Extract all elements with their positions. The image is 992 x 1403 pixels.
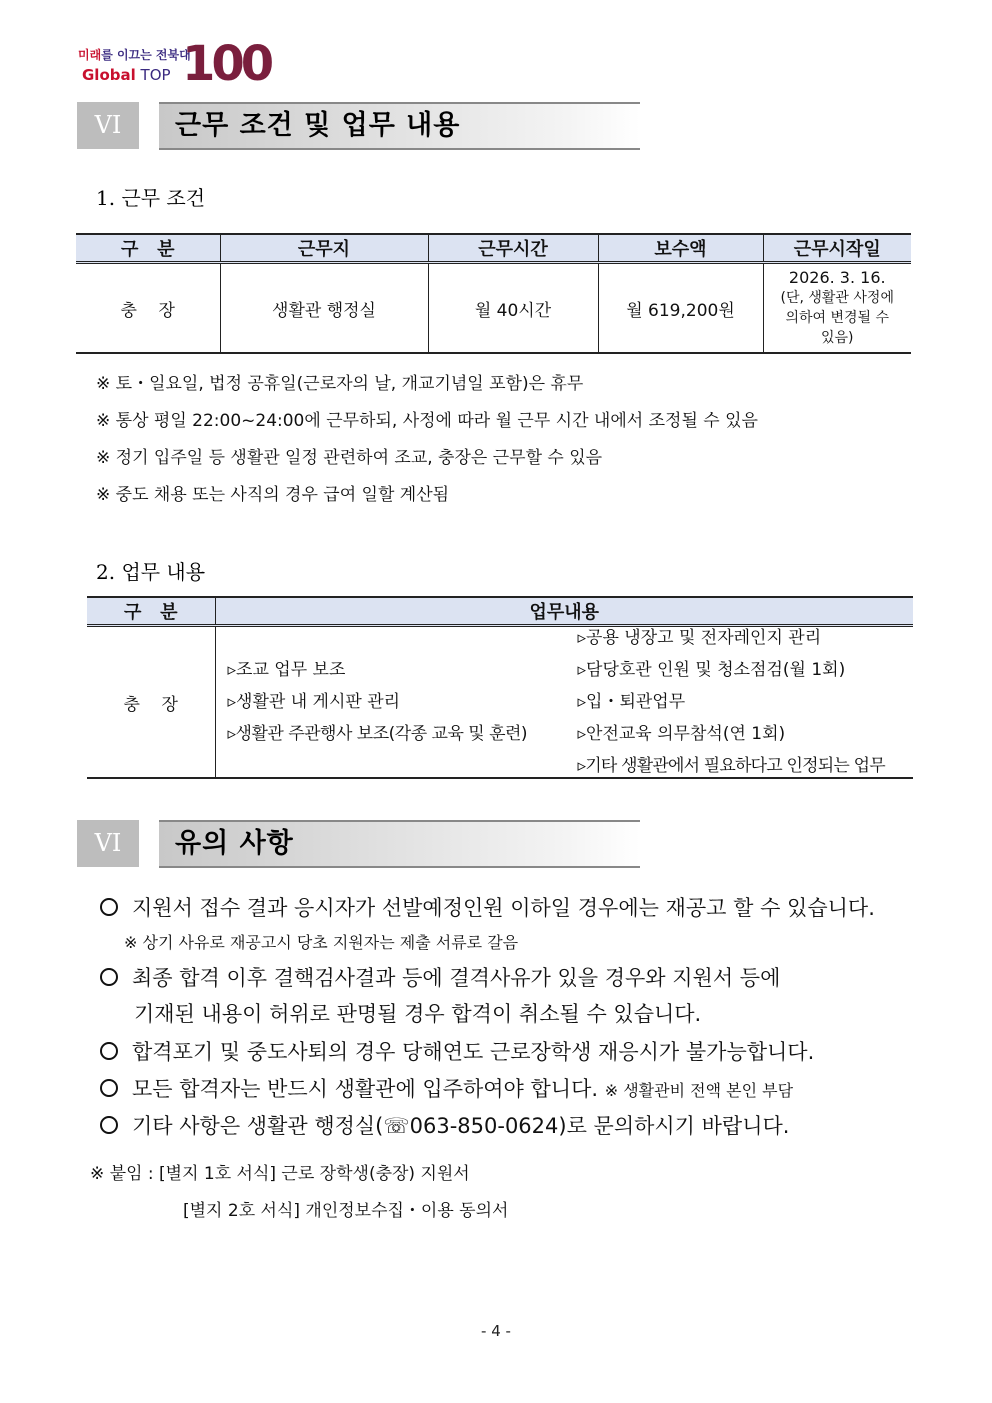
- work-notes: [96, 374, 758, 522]
- cell-category: 충 장: [76, 263, 220, 354]
- header-category: 구 분: [76, 234, 220, 263]
- notice-text: 지원서 접수 결과 응시자가 선발예정인원 이하일 경우에는 재공고 할 수 있습니다.: [132, 896, 875, 920]
- cell-pay: 월 619,200원: [598, 263, 763, 354]
- table-header-row: [76, 234, 911, 263]
- note-item: ※ 통상 평일 22:00~24:00에 근무하되, 사정에 따라 월 근무 시간 내에서 조정될 수 있음: [96, 411, 758, 431]
- section-title: 근무 조건 및 업무 내용: [175, 110, 461, 141]
- list-item: ▹입・퇴관업무: [577, 692, 686, 712]
- circle-bullet-icon: [100, 1042, 118, 1060]
- circle-bullet-icon: [100, 968, 118, 986]
- work-conditions-table: [76, 233, 911, 354]
- logo-global: [82, 66, 171, 84]
- note-item: ※ 토・일요일, 법정 공휴일(근로자의 날, 개교기념일 포함)은 휴무: [96, 374, 584, 394]
- header-pay: 보수액: [598, 234, 763, 263]
- section-title: 유의 사항: [175, 828, 294, 859]
- attachment-line-2: [별지 2호 서식] 개인정보수집・이용 동의서: [183, 1201, 509, 1221]
- section-title-bar: [159, 820, 640, 868]
- notice-item: [100, 962, 780, 992]
- note-item: ※ 정기 입주일 등 생활관 일정 관련하여 조교, 충장은 근무할 수 있음: [96, 448, 603, 468]
- list-item: ▹공용 냉장고 및 전자레인지 관리: [577, 628, 822, 648]
- circle-bullet-icon: [100, 1079, 118, 1097]
- list-item: ▹안전교육 의무참석(연 1회): [577, 724, 786, 744]
- header-start-date: 근무시작일: [763, 234, 911, 263]
- notice-text: 최종 합격 이후 결핵검사결과 등에 결격사유가 있을 경우와 지원서 등에: [132, 966, 781, 990]
- cell-category: 충 장: [87, 626, 215, 779]
- list-item: ▹기타 생활관에서 필요하다고 인정되는 업무: [577, 756, 885, 776]
- list-item: ▹생활관 주관행사 보조(각종 교육 및 훈련): [227, 724, 528, 744]
- subheading-work-conditions: 1. 근무 조건: [96, 186, 206, 210]
- list-item: ▹생활관 내 게시판 관리: [227, 692, 401, 712]
- logo-text-5: TOP: [135, 66, 171, 84]
- notice-text-cont: 기재된 내용이 허위로 판명될 경우 합격이 취소될 수 있습니다.: [134, 1002, 702, 1026]
- header-workplace: 근무지: [220, 234, 428, 263]
- logo-100: 100: [182, 36, 271, 92]
- table-row: [87, 626, 913, 779]
- section-header-notice: [77, 820, 640, 867]
- table-row: [76, 263, 911, 354]
- list-item: ▹조교 업무 보조: [227, 660, 346, 680]
- duties-right-list: [578, 622, 885, 782]
- section-header-work: [77, 102, 640, 149]
- header-hours: 근무시간: [428, 234, 598, 263]
- start-date-note-1: (단, 생활관 사정에: [780, 290, 894, 306]
- start-date: 2026. 3. 16.: [788, 268, 886, 287]
- notice-item: [100, 1110, 789, 1140]
- duties-table: [87, 596, 913, 779]
- logo-text-4: Global: [82, 66, 136, 84]
- section-number: VI: [77, 102, 139, 149]
- circle-bullet-icon: [100, 1116, 118, 1134]
- notice-text: 모든 합격자는 반드시 생활관에 입주하여야 합니다.: [132, 1077, 605, 1101]
- notice-item: [100, 892, 875, 922]
- subheading-duties: 2. 업무 내용: [96, 560, 206, 584]
- page-number: - 4 -: [481, 1322, 511, 1340]
- notice-subnote: ※ 상기 사유로 재공고시 당초 지원자는 제출 서류로 갈음: [124, 933, 519, 952]
- section-number: VI: [77, 820, 139, 867]
- start-date-note-2: 의하여 변경될 수: [785, 310, 890, 326]
- header-category: 구 분: [87, 597, 215, 626]
- logo-text-1: 미래: [78, 48, 102, 62]
- list-item: ▹담당호관 인원 및 청소점검(월 1회): [577, 660, 846, 680]
- cell-hours: 월 40시간: [428, 263, 598, 354]
- logo-text-2: 를 이끄는: [101, 48, 156, 62]
- logo-slogan: [78, 46, 191, 63]
- notice-item: [100, 1073, 793, 1103]
- circle-bullet-icon: [100, 898, 118, 916]
- header-duties: 업무내용: [215, 597, 913, 626]
- attachment-line-1: ※ 붙임 : [별지 1호 서식] 근로 장학생(충장) 지원서: [90, 1164, 470, 1184]
- start-date-note-3: 있음): [820, 330, 854, 346]
- notice-text: 기타 사항은 생활관 행정실(☏063-850-0624)로 문의하시기 바랍니다.: [132, 1114, 790, 1138]
- logo-text-3: 전북대: [155, 48, 191, 62]
- cell-duties: [215, 626, 913, 779]
- notice-inline-note: ※ 생활관비 전액 본인 부담: [604, 1081, 794, 1100]
- notice-text: 합격포기 및 중도사퇴의 경우 당해연도 근로장학생 재응시가 불가능합니다.: [132, 1040, 815, 1064]
- note-item: ※ 중도 채용 또는 사직의 경우 급여 일할 계산됨: [96, 485, 450, 505]
- university-logo: [76, 36, 271, 92]
- cell-start-date: [763, 263, 911, 354]
- section-title-bar: [159, 102, 640, 150]
- duties-left-list: [228, 654, 528, 750]
- cell-workplace: 생활관 행정실: [220, 263, 428, 354]
- notice-item: [100, 1036, 814, 1066]
